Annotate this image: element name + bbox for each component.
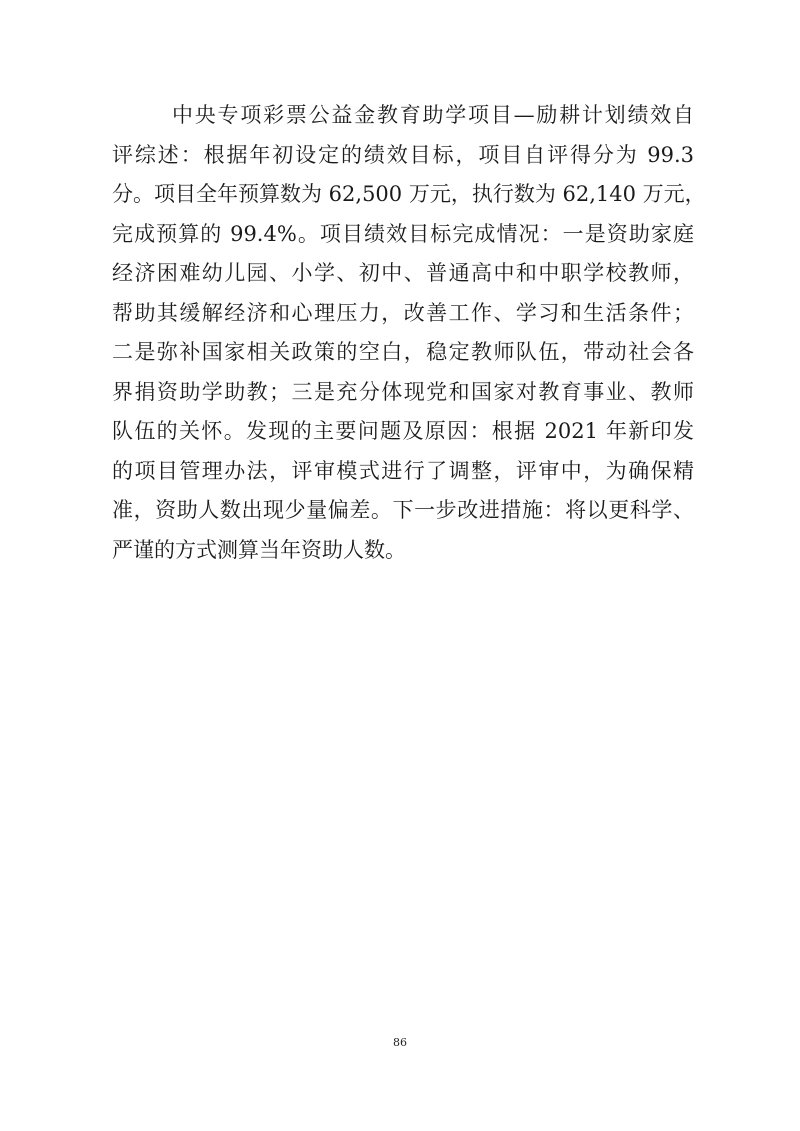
paragraph-line: 界捐资助学助教；三是充分体现党和国家对教育事业、教师 [112, 379, 694, 404]
paragraph-line: 完成预算的 99.4%。项目绩效目标完成情况：一是资助家庭 [112, 221, 694, 246]
paragraph-line: 的项目管理办法，评审模式进行了调整，评审中，为确保精 [112, 458, 694, 483]
paragraph-line: 分。项目全年预算数为 62,500 万元，执行数为 62,140 万元， [112, 182, 706, 206]
page-number: 86 [393, 1036, 407, 1049]
paragraph-line: 队伍的关怀。发现的主要问题及原因：根据 2021 年新印发 [112, 419, 694, 443]
paragraph-line: 经济困难幼儿园、小学、初中、普通高中和中职学校教师， [112, 261, 694, 285]
paragraph-line: 二是弥补国家相关政策的空白，稳定教师队伍，带动社会各 [112, 340, 694, 364]
performance-summary-paragraph [112, 96, 706, 570]
paragraph-line: 准，资助人数出现少量偏差。下一步改进措施：将以更科学、 [112, 498, 694, 522]
paragraph-line: 帮助其缓解经济和心理压力，改善工作、学习和生活条件； [112, 300, 694, 325]
paragraph-line: 评综述：根据年初设定的绩效目标，项目自评得分为 99.3 [112, 142, 694, 167]
paragraph-line: 中央专项彩票公益金教育助学项目—励耕计划绩效自 [172, 103, 694, 127]
paragraph-line: 严谨的方式测算当年资助人数。 [112, 537, 406, 562]
